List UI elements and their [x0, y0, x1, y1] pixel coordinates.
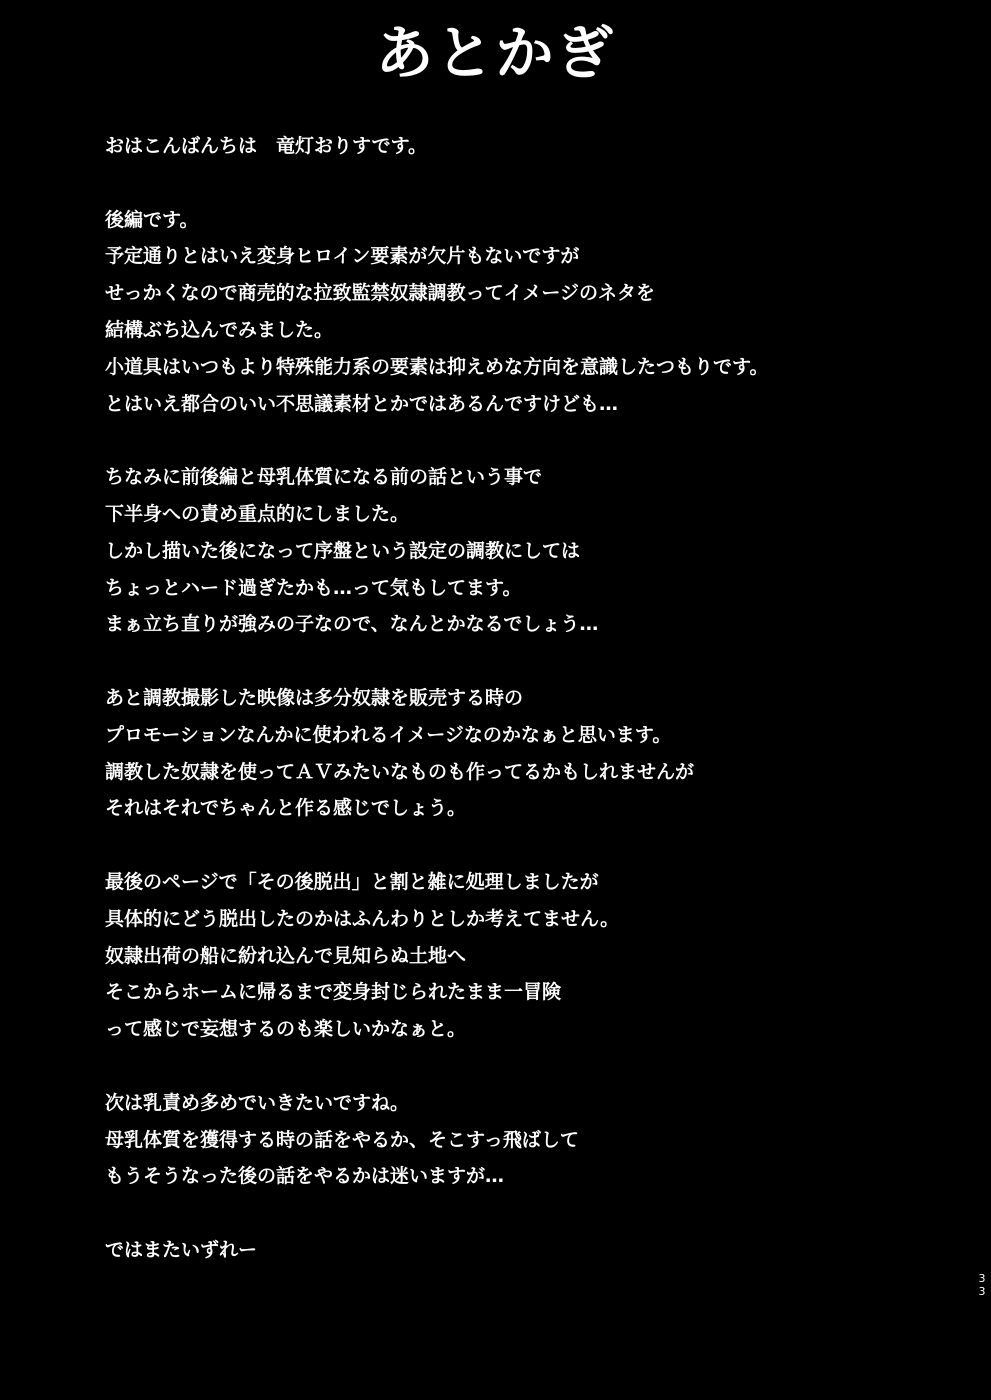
text-line: ちなみに前後編と母乳体質になる前の話という事で — [105, 466, 543, 489]
text-line: 小道具はいつもより特殊能力系の要素は抑えめな方向を意識したつもりです。 — [105, 355, 769, 378]
text-line: ちょっとハード過ぎたかも…って気もしてます。 — [105, 576, 522, 599]
text-line: 調教した奴隷を使ってＡＶみたいなものも作ってるかもしれませんが — [105, 760, 695, 783]
page-title: あとかぎ — [375, 19, 616, 87]
text-line: まぁ立ち直りが強みの子なので、なんとかなるでしょう… — [105, 613, 599, 636]
text-line: 具体的にどう脱出したのかはふんわりとしか考えてません。 — [105, 907, 620, 930]
text-line: 奴隷出荷の船に紛れ込んで見知らぬ土地へ — [105, 944, 467, 967]
text-line: そこからホームに帰るまで変身封じられたまま一冒険 — [105, 981, 562, 1004]
text-line: おはこんばんちは 竜灯おりすです。 — [105, 135, 428, 157]
blank-line — [105, 827, 965, 864]
blank-line — [105, 643, 965, 680]
blank-line — [105, 1048, 965, 1085]
blank-line — [105, 165, 965, 202]
text-line: せっかくなので商売的な拉致監禁奴隷調教ってイメージのネタを — [105, 282, 656, 305]
text-line: ではまたいずれー — [105, 1238, 258, 1261]
text-line: 母乳体質を獲得する時の話をやるか、そこすっ飛ばして — [105, 1128, 579, 1151]
page-number — [976, 1272, 988, 1298]
text-line: って感じで妄想するのも楽しいかなぁと。 — [105, 1018, 467, 1041]
afterword-body — [105, 128, 965, 1269]
text-line: それはそれでちゃんと作る感じでしょう。 — [105, 797, 467, 820]
page-number-digit: 3 — [978, 1285, 986, 1298]
text-line: 次は乳責め多めでいきたいですね。 — [105, 1091, 410, 1114]
text-line: 最後のページで「その後脱出」と割と雑に処理しましたが — [105, 870, 599, 893]
text-line: もうそうなった後の話をやるかは迷いますが… — [105, 1165, 505, 1188]
text-line: 結構ぶち込んでみました。 — [105, 318, 334, 341]
text-line: プロモーションなんかに使われるイメージなのかなぁと思います。 — [105, 723, 672, 746]
text-line: 予定通りとはいえ変身ヒロイン要素が欠片もないですが — [105, 245, 580, 268]
blank-line — [105, 422, 965, 459]
blank-line — [105, 1195, 965, 1232]
text-line: 下半身への責め重点的にしました。 — [105, 502, 410, 525]
text-line: 後編です。 — [105, 208, 199, 231]
text-line: あと調教撮影した映像は多分奴隷を販売する時の — [105, 686, 524, 709]
text-line: とはいえ都合のいい不思議素材とかではあるんですけども… — [105, 392, 619, 415]
text-line: しかし描いた後になって序盤という設定の調教にしては — [105, 539, 581, 562]
page-number-digit: 3 — [978, 1272, 986, 1285]
